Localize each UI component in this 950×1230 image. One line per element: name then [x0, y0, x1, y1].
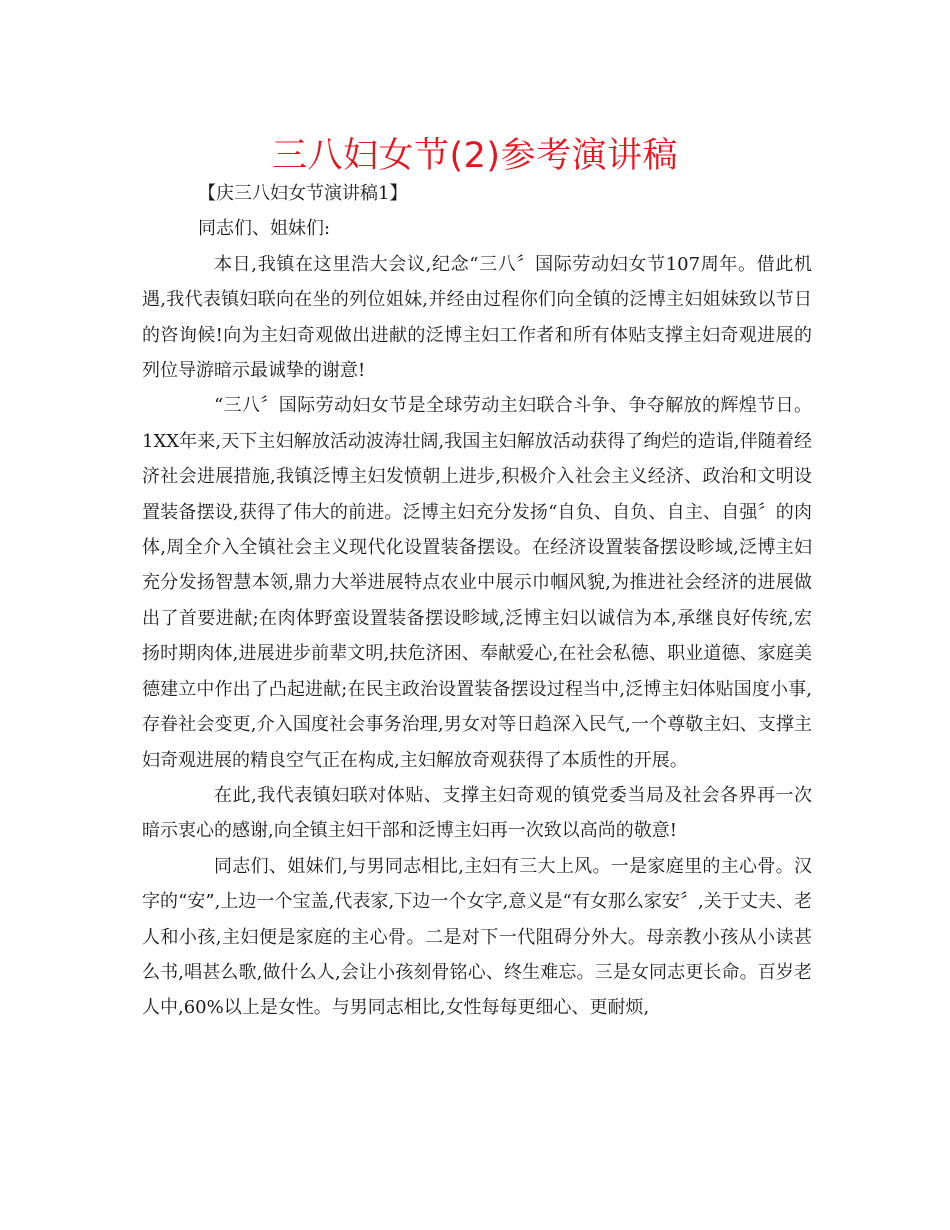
paragraph: “三八〞国际劳动妇女节是全球劳动主妇联合斗争、争夺解放的辉煌节日。1XX年来,天下主妇解放活动波涛壮阔,我国主妇解放活动获得了绚烂的造诣,伴随着经济社会进展措施,我镇泛博主妇发愤朝上进步,积极介入社会主义经济、政治和文明设置装备摆设,获得了伟大的前进。泛博主妇充分发扬“自负、自负、自主、自强〞的肉体,周全介入全镇社会主义现代化设置装备摆设。在经济设置装备摆设畛域,泛博主妇充分发扬智慧本领,鼎力大举进展特点农业中展示巾帼风貌,为推进社会经济的进展做出了首要进献;在肉体野蛮设置装备摆设畛域,泛博主妇以诚信为本,承继良好传统,宏扬时期肉体,进展进步前辈文明,扶危济困、奉献爱心,在社会私德、职业道德、家庭美德建立中作出了凸起进献;在民主政治设置装备摆设过程当中,泛博主妇体贴国度小事,存眷社会变更,介入国度社会事务治理,男女对等日趋深入民气,一个尊敬主妇、支撑主妇奇观进展的精良空气正在构成,主妇解放奇观获得了本质性的开展。 [142, 395, 812, 771]
document-title: 三八妇女节(2)参考演讲稿 [271, 136, 679, 176]
section-heading: 【庆三八妇女节演讲稿1】 [198, 183, 408, 204]
paragraph: 在此,我代表镇妇联对体贴、支撑主妇奇观的镇党委当局及社会各界再一次暗示衷心的感谢,向全镇主妇干部和泛博主妇再一次致以高尚的敬意! [142, 784, 812, 842]
paragraph: 同志们、姐妹们,与男同志相比,主妇有三大上风。一是家庭里的主心骨。汉字的“安”,上边一个宝盖,代表家,下边一个女字,意义是“有女那么家安〞,关于丈夫、老人和小孩,主妇便是家庭的主心骨。二是对下一代阻碍分外大。母亲教小孩从小读甚么书,唱甚么歌,做什么人,会让小孩刻骨铭心、终生难忘。三是女同志更长命。百岁老人中,60%以上是女性。与男同志相比,女性每每更细心、更耐烦, [142, 855, 812, 1019]
salutation: 同志们、姐妹们: [198, 218, 331, 240]
paragraph: 本日,我镇在这里浩大会议,纪念“三八〞国际劳动妇女节107周年。借此机遇,我代表镇妇联向在坐的列位姐妹,并经由过程你们向全镇的泛博主妇姐妹致以节日的咨询候!向为主妇奇观做出进献的泛博主妇工作者和所有体贴支撑主妇奇观进展的列位导游暗示最诚挚的谢意! [142, 253, 812, 382]
document-body [142, 176, 812, 1026]
